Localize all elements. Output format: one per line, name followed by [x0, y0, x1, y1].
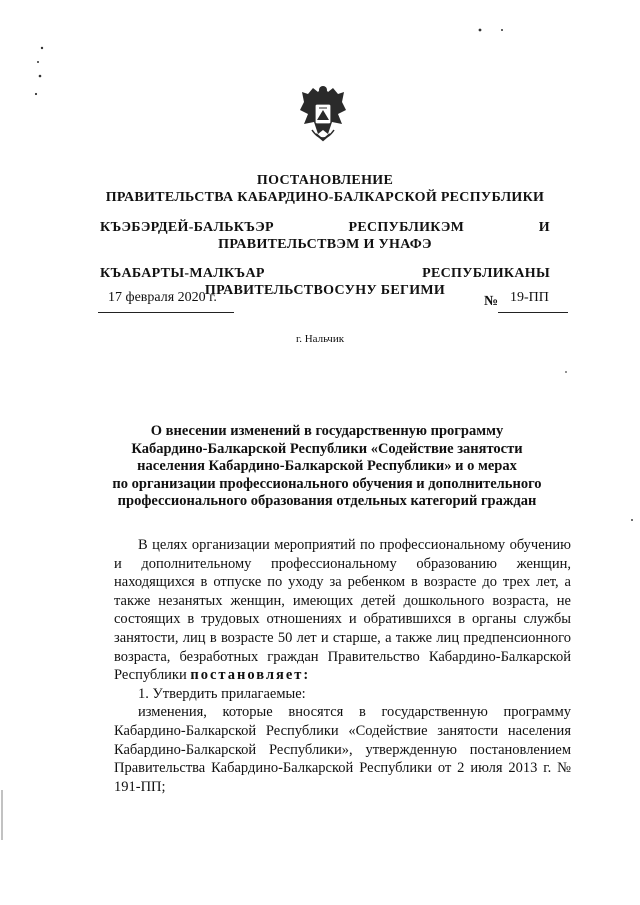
decree-word: постановляет: [190, 667, 311, 684]
title-line: населения Кабардино-Балкарской Республики» и о мерах [137, 458, 517, 474]
date-underline [98, 312, 234, 313]
document-date: 17 февраля 2020 г. [108, 290, 217, 305]
header-balkar: КЪАБАРТЫ-МАЛКЪАР РЕСПУБЛИКАНЫ ПРАВИТЕЛЬСТВОСУНУ БЕГИМИ [100, 266, 550, 298]
preamble-paragraph [114, 536, 571, 685]
title-line: профессионального образования отдельных категорий граждан [117, 493, 537, 509]
kbr-coat-of-arms-icon [298, 80, 348, 146]
number-underline [498, 312, 568, 313]
header-title: ПОСТАНОВЛЕНИЕ [256, 173, 394, 188]
item-1: 1. Утвердить прилагаемые: [138, 685, 306, 702]
title-line: О внесении изменений в государственную программу [150, 423, 504, 439]
preamble-text: В целях организации мероприятий по профессиональному обучению и дополнительному профессиональному образованию женщин, находящихся в отпуске по уходу за ребенком в возрасте до трех лет, а также незанятых женщин, имеющих детей дошкольного возраста, не состоящих в трудовых отношениях и обратившихся в органы службы занятости, лиц в возрасте 50 лет и старше, а также лиц предпенсионного возраста, безработных граждан Правительство Кабардино-Балкарской Республики [114, 537, 571, 684]
document-title [92, 423, 562, 511]
title-line: Кабардино-Балкарской Республики «Содействие занятости [131, 440, 523, 457]
document-body [114, 536, 571, 796]
header-government: ПРАВИТЕЛЬСТВА КАБАРДИНО-БАЛКАРСКОЙ РЕСПУБЛИКИ [105, 190, 545, 205]
number-label: № [484, 294, 499, 309]
document-number: 19-ПП [510, 290, 549, 305]
title-line: по организации профессионального обучения и дополнительного [112, 475, 542, 492]
header-kabardian: КЪЭБЭРДЕЙ-БАЛЬКЪЭР РЕСПУБЛИКЭМ И ПРАВИТЕЛЬСТВЭМ И УНАФЭ [100, 220, 550, 252]
amendments-paragraph: изменения, которые вносятся в государственную программу Кабардино-Балкарской Республики «Содействие занятости населения Кабардино-Балкарской Республики», утвержденную постановлением Правительства Кабардино-Балкарской Республики от 2 июля 2013 г. № 191-ПП; [114, 704, 571, 795]
document-city: г. Нальчик [295, 333, 345, 345]
